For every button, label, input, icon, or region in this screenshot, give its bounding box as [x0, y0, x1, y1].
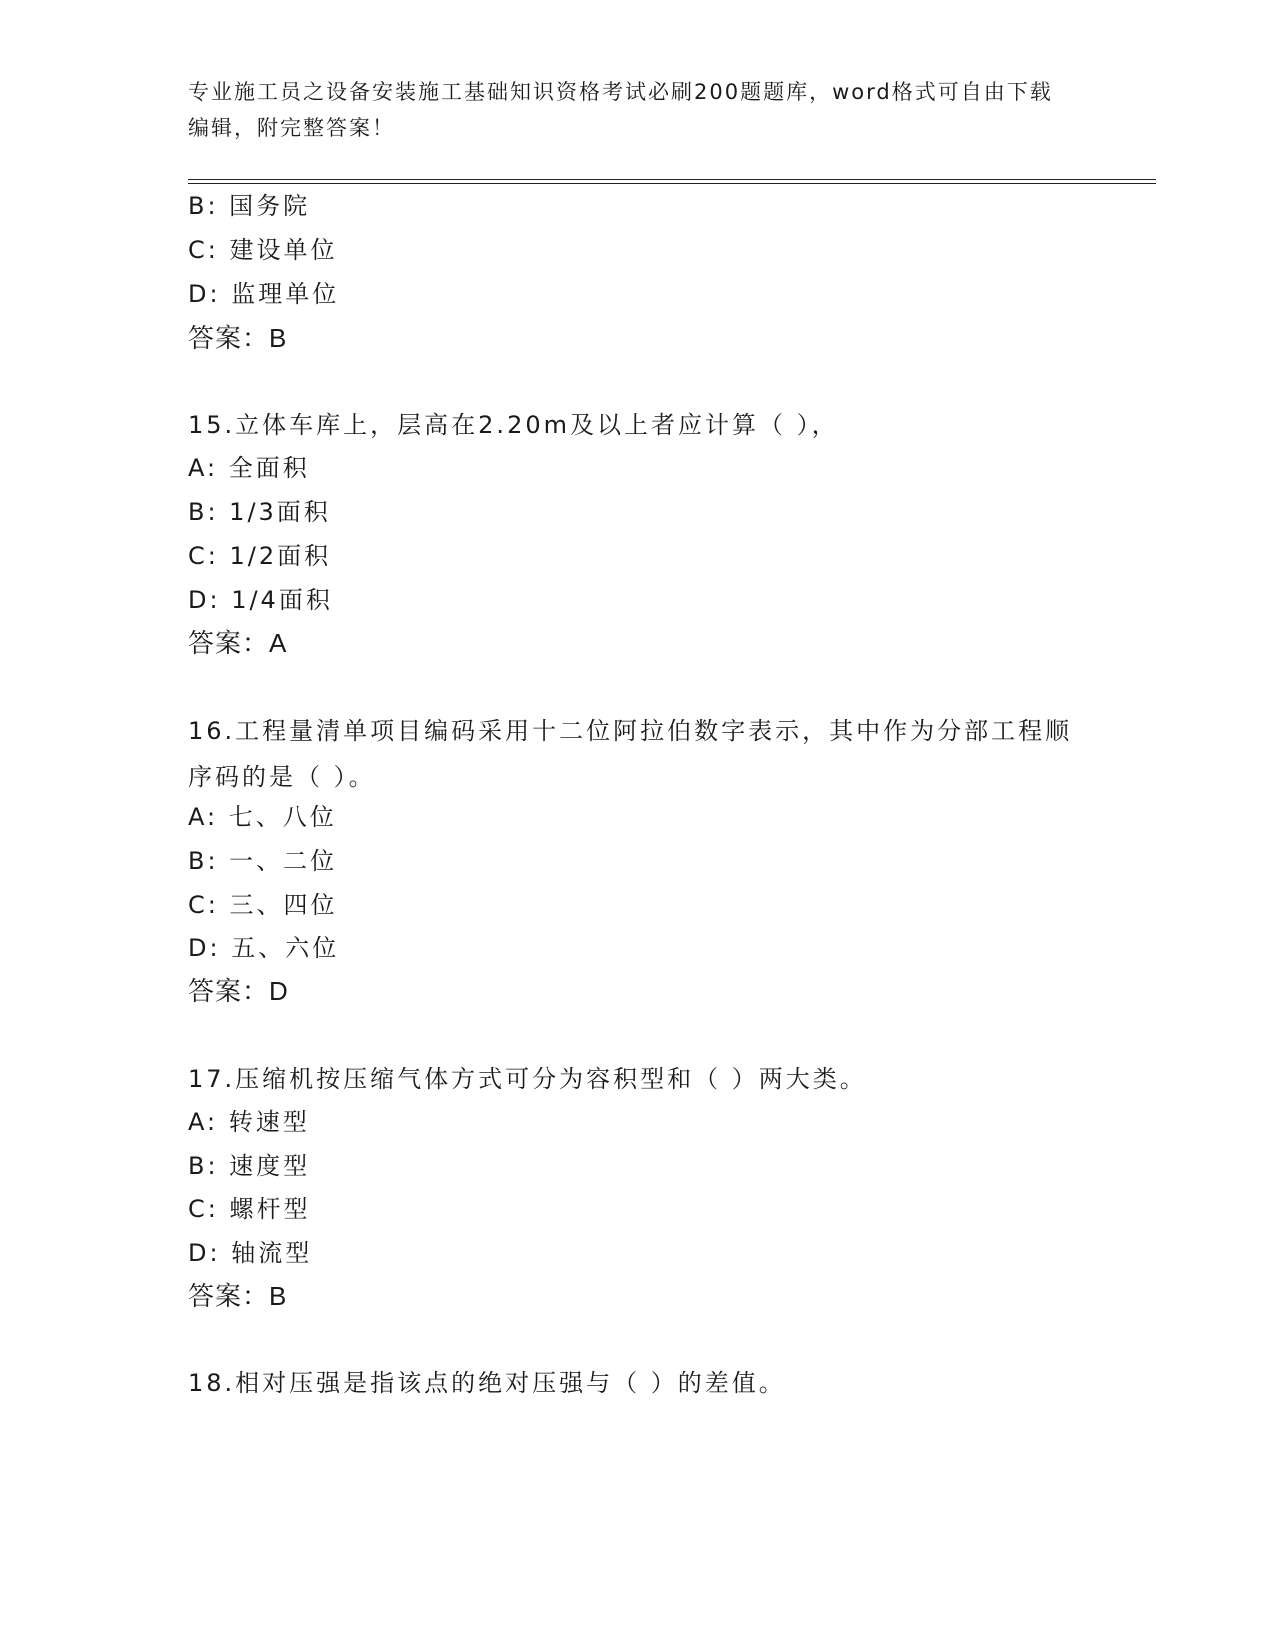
q16-option-a: A: 七、八位 — [188, 803, 337, 831]
q16-answer: 答案：D — [188, 976, 289, 1006]
q18-question: 18.相对压强是指该点的绝对压强与（ ）的差值。 — [188, 1369, 786, 1397]
q14-option-d: D: 监理单位 — [188, 280, 340, 308]
q15-option-b: B: 1/3面积 — [188, 498, 331, 526]
q17-option-b: B: 速度型 — [188, 1152, 311, 1180]
header-divider — [188, 179, 1156, 180]
q17-option-a: A: 转速型 — [188, 1108, 310, 1136]
q17-answer: 答案：B — [188, 1281, 288, 1311]
q14-option-c: C: 建设单位 — [188, 236, 338, 264]
q15-option-c: C: 1/2面积 — [188, 542, 332, 570]
q16-option-d: D: 五、六位 — [188, 934, 340, 962]
header-divider-second — [188, 183, 1156, 184]
q16-option-b: B: 一、二位 — [188, 847, 338, 875]
q15-answer: 答案：A — [188, 628, 288, 658]
q17-option-d: D: 轴流型 — [188, 1239, 313, 1267]
q15-option-d: D: 1/4面积 — [188, 586, 333, 614]
q17-option-c: C: 螺杆型 — [188, 1195, 311, 1223]
q14-option-b: B: 国务院 — [188, 192, 311, 220]
q16-option-c: C: 三、四位 — [188, 891, 338, 919]
q16-question: 16.工程量清单项目编码采用十二位阿拉伯数字表示，其中作为分部工程顺序码的是（ ）。 — [188, 717, 1073, 791]
q17-question: 17.压缩机按压缩气体方式可分为容积型和（ ）两大类。 — [188, 1065, 867, 1093]
page-header: 专业施工员之设备安装施工基础知识资格考试必刷200题题库，word格式可自由下载编辑，附完整答案！ — [188, 80, 1053, 140]
q15-question: 15.立体车库上，层高在2.20m及以上者应计算（ ）， — [188, 411, 839, 439]
q15-option-a: A: 全面积 — [188, 454, 310, 482]
q14-answer: 答案：B — [188, 323, 288, 353]
